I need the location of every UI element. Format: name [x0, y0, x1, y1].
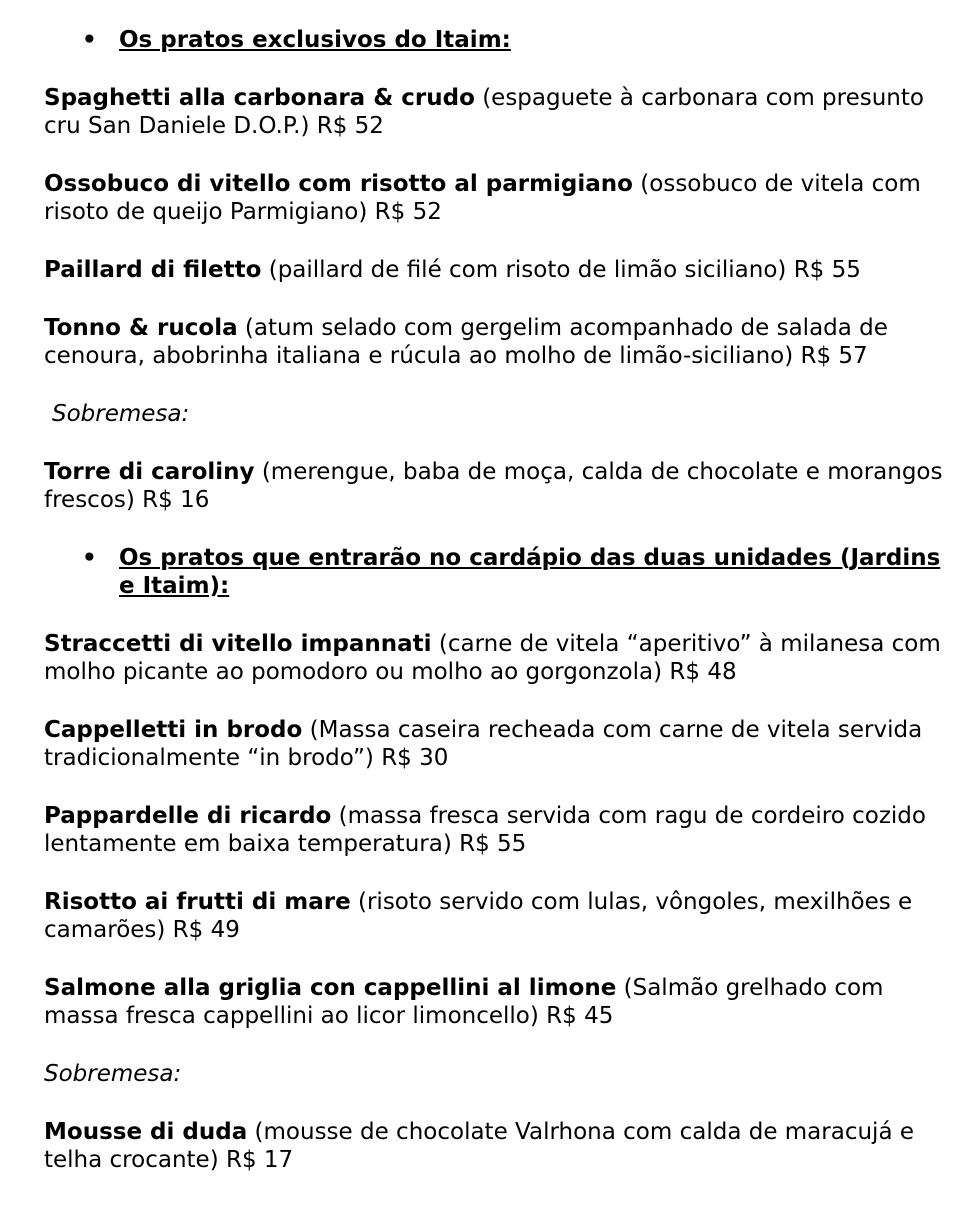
- dish-description: (espaguete à carbonara com presunto cru San Daniele D.O.P.) R$ 52: [44, 85, 924, 139]
- dish-item: [44, 888, 949, 944]
- dish-item: [44, 716, 949, 772]
- dish-name: Cappelletti in brodo: [44, 717, 303, 743]
- dish-item: [44, 974, 949, 1030]
- dish-name: Ossobuco di vitello com risotto al parmigiano: [44, 171, 633, 197]
- dessert-label: Sobremesa:: [52, 401, 190, 427]
- dish-item: [44, 630, 949, 686]
- bullet-icon: •: [82, 545, 97, 571]
- dish-name: Mousse di duda: [44, 1119, 248, 1145]
- dish-name: Risotto ai frutti di mare: [44, 889, 351, 915]
- dish-description: (risoto servido com lulas, vôngoles, mexilhões e camarões) R$ 49: [44, 889, 913, 943]
- dessert-item: [44, 458, 949, 514]
- dish-item: [44, 314, 949, 370]
- bullet-icon: •: [82, 27, 97, 53]
- section-heading-itaim-exclusive: [44, 26, 949, 54]
- dish-item: [44, 256, 949, 284]
- dish-name: Spaghetti alla carbonara & crudo: [44, 85, 475, 111]
- dish-description: (merengue, baba de moça, calda de chocolate e morangos frescos) R$ 16: [44, 459, 943, 513]
- section-heading-text: Os pratos que entrarão no cardápio das duas unidades (Jardins e Itaim):: [119, 545, 941, 599]
- dish-description: (atum selado com gergelim acompanhado de salada de cenoura, abobrinha italiana e rúcula ao molho de limão-siciliano) R$ 57: [44, 315, 888, 369]
- dish-name: Paillard di filetto: [44, 257, 262, 283]
- menu-document: [44, 26, 949, 1174]
- dish-item: [44, 170, 949, 226]
- dish-description: (mousse de chocolate Valrhona com calda de maracujá e telha crocante) R$ 17: [44, 1119, 914, 1173]
- dish-name: Pappardelle di ricardo: [44, 803, 332, 829]
- dessert-label: Sobremesa:: [44, 1061, 182, 1087]
- dish-description: (massa fresca servida com ragu de cordeiro cozido lentamente em baixa temperatura) R$ 55: [44, 803, 926, 857]
- dish-name: Salmone alla griglia con cappellini al limone: [44, 975, 617, 1001]
- dish-name: Straccetti di vitello impannati: [44, 631, 432, 657]
- dish-item: [44, 802, 949, 858]
- dish-item: [44, 84, 949, 140]
- dish-description: (carne de vitela “aperitivo” à milanesa com molho picante ao pomodoro ou molho ao gorgonzola) R$ 48: [44, 631, 941, 685]
- dish-description: (Salmão grelhado com massa fresca cappellini ao licor limoncello) R$ 45: [44, 975, 884, 1029]
- dish-description: (ossobuco de vitela com risoto de queijo Parmigiano) R$ 52: [44, 171, 921, 225]
- dish-name: Tonno & rucola: [44, 315, 238, 341]
- section-heading-text: Os pratos exclusivos do Itaim:: [119, 27, 511, 53]
- dessert-item: [44, 1118, 949, 1174]
- section-heading-both-units: [44, 544, 949, 600]
- dish-name: Torre di caroliny: [44, 459, 255, 485]
- dish-description: (paillard de filé com risoto de limão siciliano) R$ 55: [261, 257, 861, 283]
- dish-description: (Massa caseira recheada com carne de vitela servida tradicionalmente “in brodo”) R$ 30: [44, 717, 923, 771]
